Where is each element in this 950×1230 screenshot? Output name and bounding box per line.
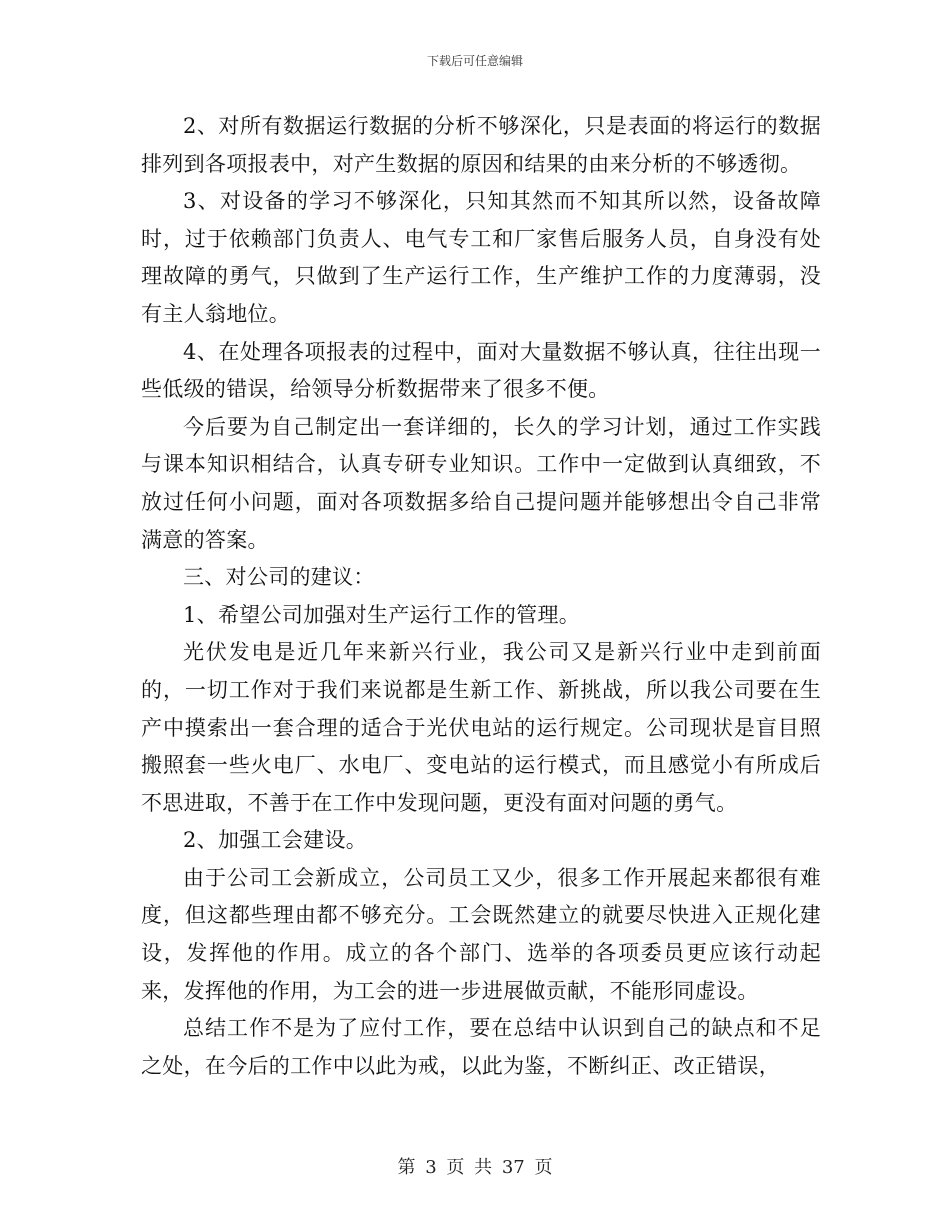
paragraph: 由于公司工会新成立，公司员工又少，很多工作开展起来都很有难度，但这都些理由都不够充分。工会既然建立的就要尽快进入正规化建设，发挥他的作用。成立的各个部门、选举的各项委员更应该行动起来，发挥他的作用，为工会的进一步进展做贡献，不能形同虚设。 xyxy=(141,865,821,1003)
subheading: 1、希望公司加强对生产运行工作的管理。 xyxy=(183,602,581,627)
paragraph: 总结工作不是为了应付工作，要在总结中认识到自己的缺点和不足之处，在今后的工作中以此为戒，以此为鉴，不断纠正、改正错误， xyxy=(141,1016,821,1078)
paragraph: 2、对所有数据运行数据的分析不够深化，只是表面的将运行的数据排列到各项报表中，对产生数据的原因和结果的由来分析的不够透彻。 xyxy=(141,114,821,176)
paragraph: 今后要为自己制定出一套详细的，长久的学习计划，通过工作实践与课本知识相结合，认真专研专业知识。工作中一定做到认真细致，不放过任何小问题，面对各项数据多给自己提问题并能够想出令自己非常满意的答案。 xyxy=(141,414,821,552)
section-heading: 三、对公司的建议： xyxy=(183,565,375,590)
subheading: 2、加强工会建设。 xyxy=(183,828,368,853)
paragraph: 3、对设备的学习不够深化，只知其然而不知其所以然，设备故障时，过于依赖部门负责人、电气专工和厂家售后服务人员，自身没有处理故障的勇气，只做到了生产运行工作，生产维护工作的力度薄弱，没有主人翁地位。 xyxy=(141,189,821,326)
paragraph: 4、在处理各项报表的过程中，面对大量数据不够认真，往往出现一些低级的错误，给领导分析数据带来了很多不便。 xyxy=(141,339,821,402)
page-header: 下载后可任意编辑 xyxy=(426,54,523,68)
document-body xyxy=(141,108,821,1085)
paragraph: 光伏发电是近几年来新兴行业，我公司又是新兴行业中走到前面的，一切工作对于我们来说都是生新工作、新挑战，所以我公司要在生产中摸索出一套合理的适合于光伏电站的运行规定。公司现状是盲目照搬照套一些火电厂、水电厂、变电站的运行模式，而且感觉小有所成后不思进取，不善于在工作中发现问题，更没有面对问题的勇气。 xyxy=(141,640,821,815)
page-number-footer: 第 3 页 共 37 页 xyxy=(397,1157,553,1178)
